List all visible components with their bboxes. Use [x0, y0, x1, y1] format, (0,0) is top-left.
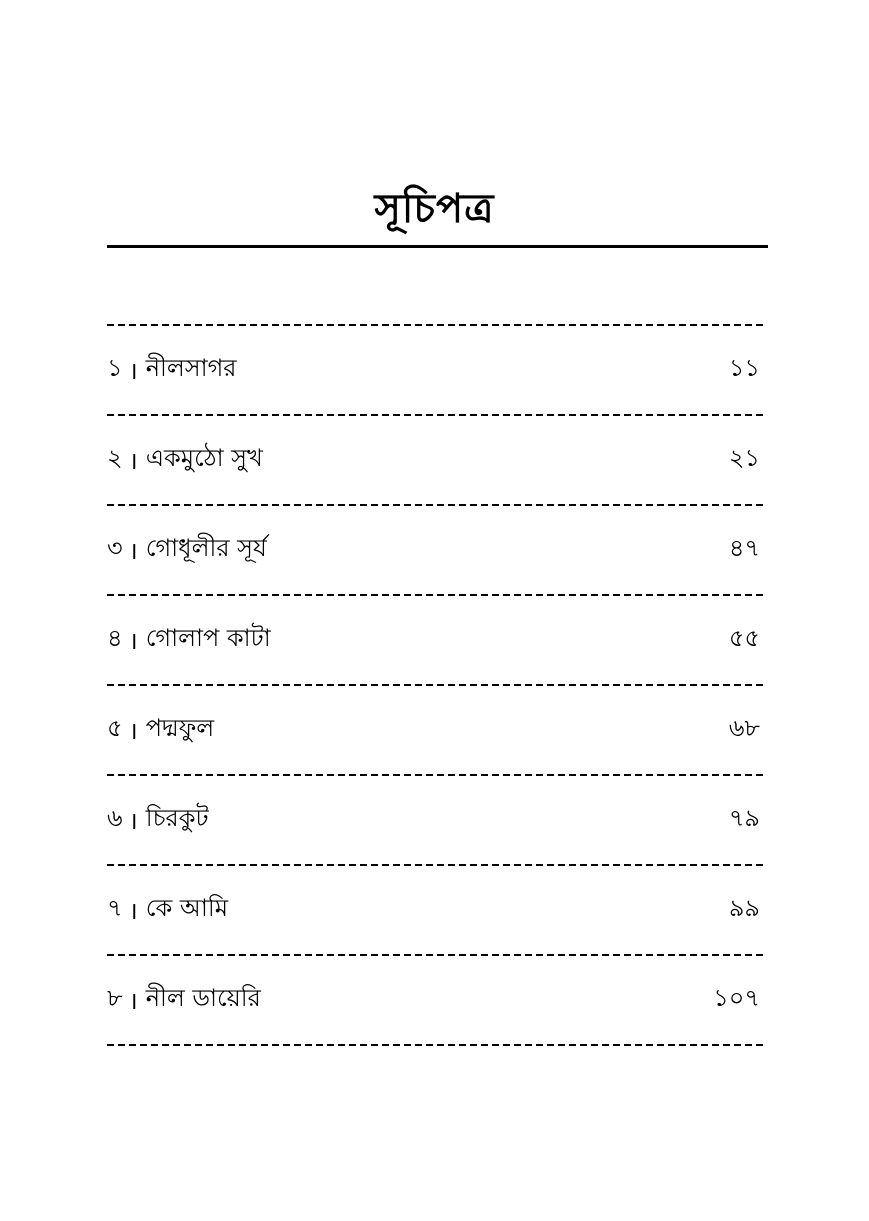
toc-entry-4 — [107, 602, 764, 678]
toc-entry-1 — [107, 332, 764, 408]
dashed-divider — [107, 588, 764, 602]
entry-title: গোলাপ কাটা — [145, 624, 271, 652]
entry-separator: । — [128, 806, 138, 835]
dashed-divider — [107, 768, 764, 782]
entry-page-number: ৪৭ — [728, 534, 760, 562]
entry-page-number: ৭৯ — [728, 804, 760, 832]
entry-number: ৭ — [107, 894, 123, 922]
toc-entry-2 — [107, 422, 764, 498]
dashed-divider — [107, 858, 764, 872]
entry-page-number: ১০৭ — [713, 984, 760, 1012]
entry-page-number: ৯৯ — [728, 894, 760, 922]
page-title: সূচিপত্র — [374, 186, 495, 232]
entry-number: ৪ — [107, 624, 123, 652]
dashed-divider — [107, 498, 764, 512]
entry-number: ৫ — [107, 714, 123, 742]
entry-page-number: ১১ — [728, 354, 760, 382]
entry-title: চিরকুট — [145, 804, 209, 832]
entry-number: ২ — [107, 444, 123, 472]
table-of-contents — [107, 318, 764, 1052]
dashed-divider — [107, 1038, 764, 1052]
entry-title: পদ্মফুল — [145, 714, 215, 742]
dashed-divider — [107, 408, 764, 422]
toc-entry-7 — [107, 872, 764, 948]
dashed-divider — [107, 318, 764, 332]
toc-entry-8 — [107, 962, 764, 1038]
entry-title: একমুঠো সুখ — [145, 444, 263, 472]
title-underline — [107, 245, 768, 248]
entry-separator: । — [128, 356, 138, 385]
entry-title: নীল ডায়েরি — [145, 984, 261, 1012]
entry-separator: । — [128, 446, 138, 475]
entry-title: নীলসাগর — [145, 354, 237, 382]
toc-entry-3 — [107, 512, 764, 588]
entry-number: ৮ — [107, 984, 123, 1012]
entry-number: ৩ — [107, 534, 123, 562]
entry-separator: । — [128, 536, 138, 565]
entry-separator: । — [128, 716, 138, 745]
entry-separator: । — [128, 986, 138, 1015]
entry-number: ১ — [107, 354, 123, 382]
entry-page-number: ৫৫ — [728, 624, 760, 652]
entry-page-number: ২১ — [728, 444, 760, 472]
dashed-divider — [107, 678, 764, 692]
entry-separator: । — [128, 896, 138, 925]
entry-page-number: ৬৮ — [728, 714, 760, 742]
entry-separator: । — [128, 626, 138, 655]
entry-title: গোধূলীর সূর্য — [145, 534, 267, 562]
entry-title: কে আমি — [145, 894, 229, 922]
dashed-divider — [107, 948, 764, 962]
entry-number: ৬ — [107, 804, 123, 832]
toc-entry-5 — [107, 692, 764, 768]
toc-entry-6 — [107, 782, 764, 858]
